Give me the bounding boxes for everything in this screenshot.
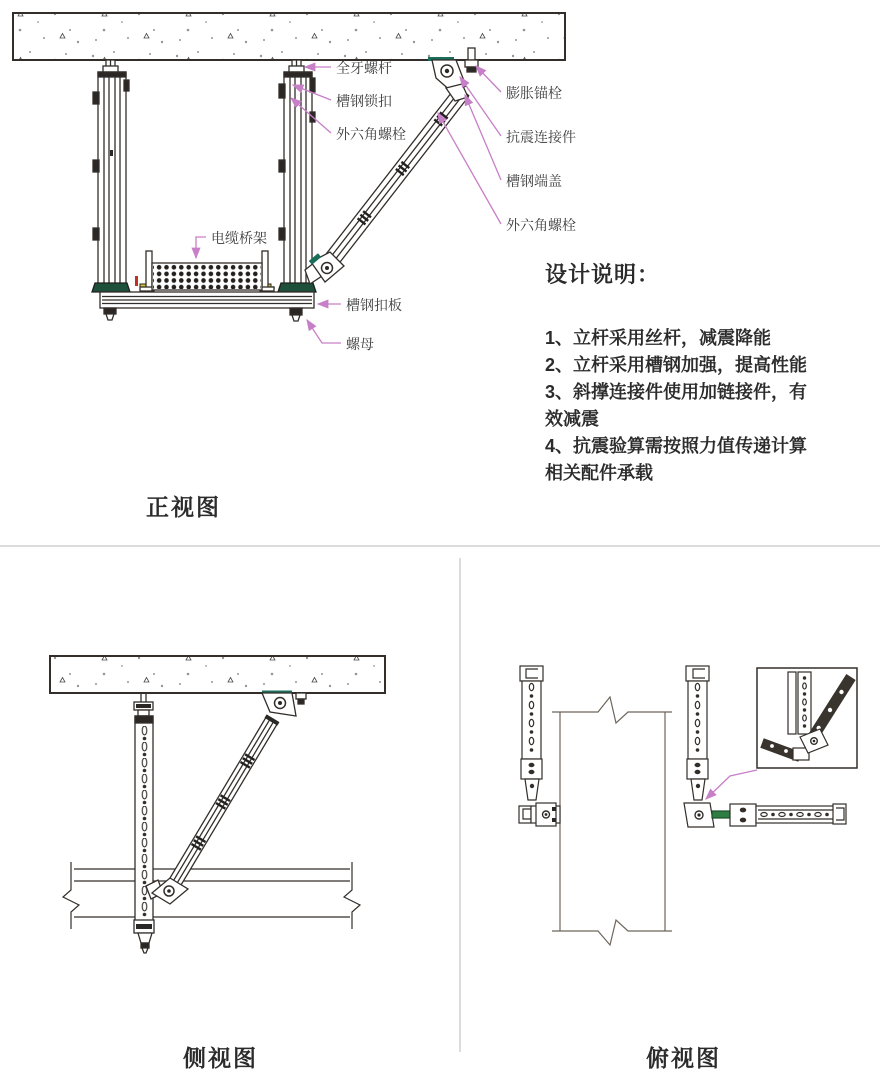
side-top-connector bbox=[262, 691, 306, 717]
design-notes bbox=[545, 258, 817, 487]
label-threaded-rod: 全牙螺杆 bbox=[336, 60, 392, 76]
label-cable-tray: 电缆桥架 bbox=[211, 230, 267, 246]
design-note-item: 1、立杆采用丝杆，减震降能 bbox=[545, 328, 772, 348]
side-view-title: 侧视图 bbox=[183, 1045, 258, 1071]
label-nut: 螺母 bbox=[346, 336, 374, 352]
top-view-drawing bbox=[519, 666, 857, 945]
top-duct-outline bbox=[552, 697, 672, 945]
front-view-drawing bbox=[13, 13, 565, 343]
design-note-item: 2、立杆采用槽钢加强，提高性能 bbox=[545, 355, 808, 375]
label-channel-lock: 槽钢锁扣 bbox=[336, 93, 392, 109]
label-channel-plate: 槽钢扣板 bbox=[346, 297, 402, 313]
design-note-item: 4、抗震验算需按照力值传递计算相关配件承载 bbox=[545, 436, 808, 483]
label-expansion-anchor: 膨胀锚栓 bbox=[506, 85, 562, 101]
side-view-drawing bbox=[50, 656, 385, 953]
label-hex-bolt-left: 外六角螺栓 bbox=[336, 126, 406, 142]
front-left-hanger bbox=[92, 60, 130, 292]
section-divider-horizontal bbox=[0, 545, 880, 547]
front-view-title: 正视图 bbox=[146, 494, 221, 520]
label-seismic-connector: 抗震连接件 bbox=[506, 129, 576, 145]
label-channel-end-cap: 槽钢端盖 bbox=[506, 173, 562, 189]
front-diagonal-brace bbox=[324, 85, 470, 266]
front-cable-tray bbox=[140, 251, 274, 291]
detail-inset-box bbox=[757, 668, 857, 768]
design-note-item: 3、斜撑连接件使用加链接件，有效减震 bbox=[545, 382, 808, 429]
front-bottom-channel bbox=[100, 292, 314, 321]
top-detail-leader bbox=[706, 770, 757, 799]
section-divider-vertical bbox=[459, 558, 461, 1052]
side-diagonal-brace bbox=[168, 714, 279, 887]
front-ceiling-slab bbox=[13, 13, 565, 60]
design-notes-title: 设计说明： bbox=[545, 262, 661, 287]
top-left-assembly bbox=[519, 666, 560, 826]
front-right-hanger bbox=[278, 60, 316, 292]
side-tray-band bbox=[63, 862, 360, 929]
label-hex-bolt-right: 外六角螺栓 bbox=[506, 217, 576, 233]
side-clamp-nut bbox=[134, 920, 154, 953]
side-ceiling-slab bbox=[50, 656, 385, 693]
top-view-title: 俯视图 bbox=[646, 1045, 721, 1071]
